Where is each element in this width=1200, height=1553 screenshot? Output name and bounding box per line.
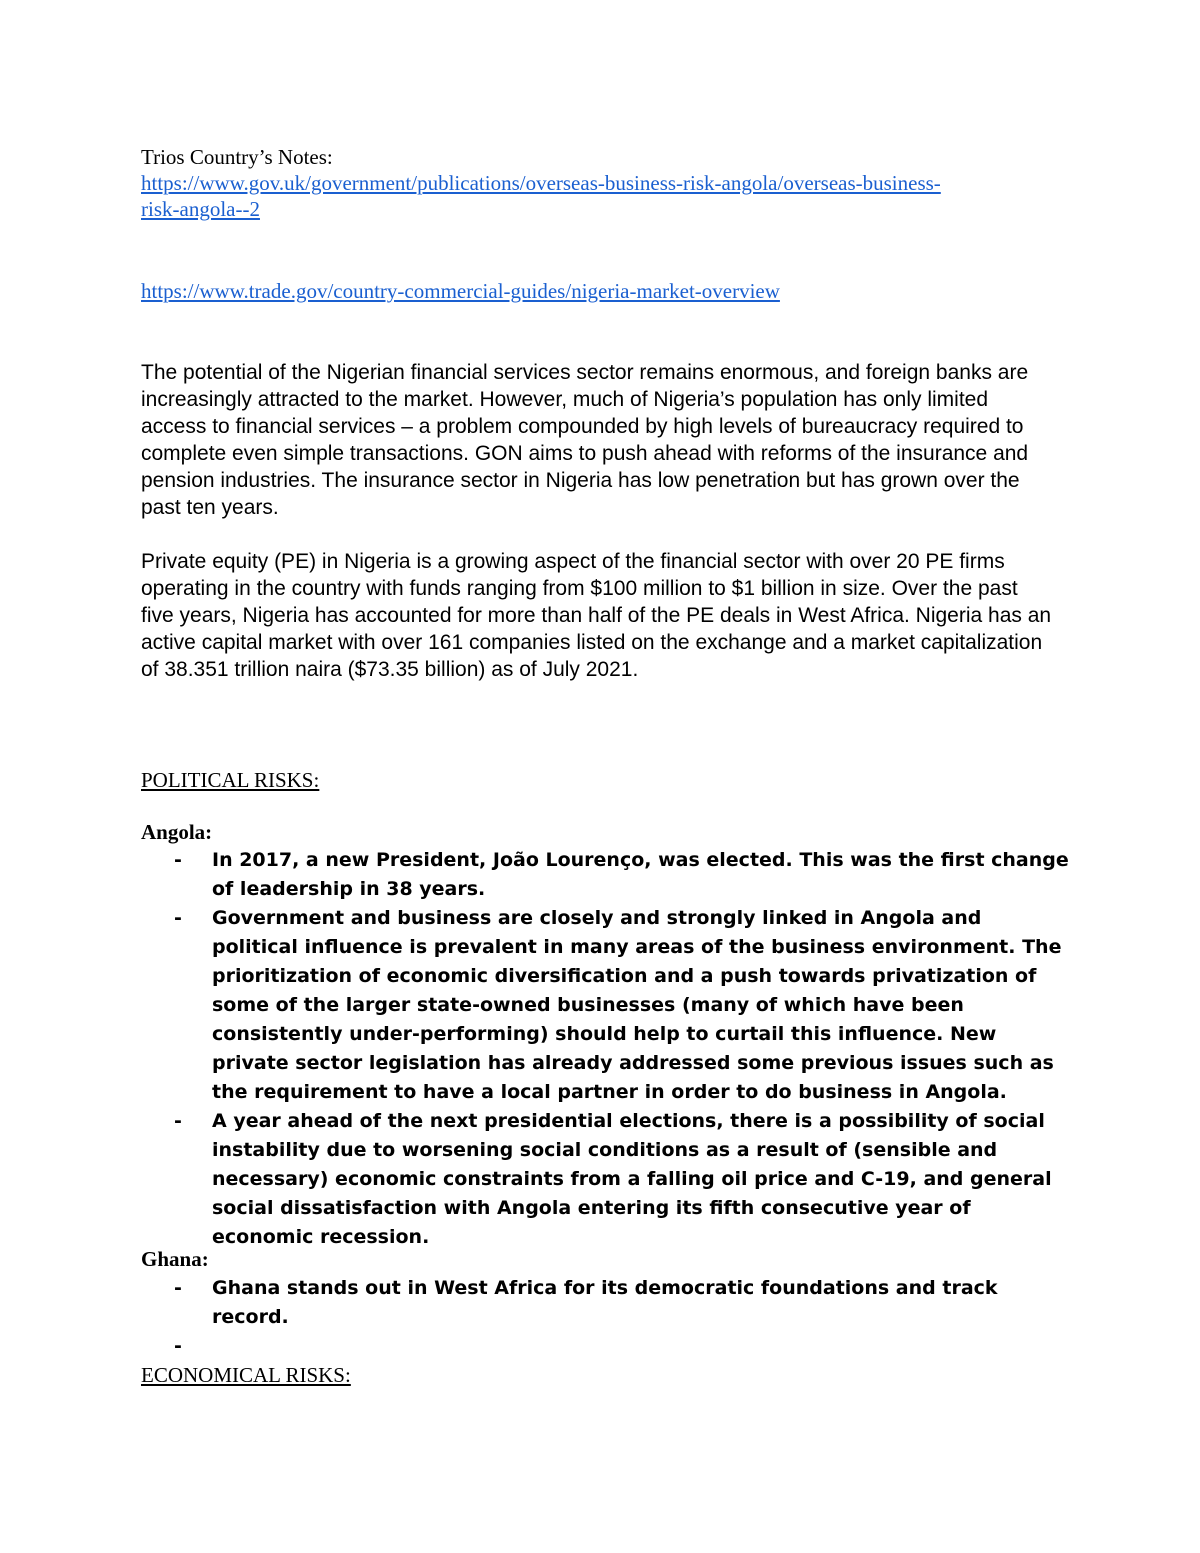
notes-title: Trios Country’s Notes: (141, 145, 333, 169)
trade-gov-link-line (141, 278, 1066, 304)
private-equity-paragraph: Private equity (PE) in Nigeria is a growing aspect of the financial sector with over 20 PE firms operating in the country with funds ranging from $100 million to $1 billion in size. Over the past five years, Nigeria has accounted for more than half of the PE deals in West Africa. Nigeria has an active capital market with over 161 companies listed on the exchange and a market capitalization of 38.351 trillion naira ($73.35 billion) as of July 2021. (141, 550, 1052, 681)
trade-gov-link[interactable]: https://www.trade.gov/country-commercial-guides/nigeria-market-overview (141, 279, 780, 303)
list-item (141, 1274, 1071, 1332)
dash-bullet: - (174, 907, 182, 929)
political-risks-heading (141, 767, 1066, 793)
ghana-list (141, 1274, 1071, 1357)
angola-list (141, 846, 1071, 1252)
notes-header (141, 144, 1066, 222)
dash-bullet: - (174, 849, 182, 871)
angola-label: Angola: (141, 820, 213, 844)
financial-services-paragraph: The potential of the Nigerian financial services sector remains enormous, and foreign banks are increasingly attracted to the market. However, much of Nigeria’s population has only limited access to financial services – a problem compounded by high levels of bureaucracy required to complete even simple transactions. GON aims to push ahead with reforms of the insurance and pension industries. The insurance sector in Nigeria has low penetration but has grown over the past ten years. (141, 361, 1029, 519)
ghana-label: Ghana: (141, 1247, 209, 1271)
list-item (141, 904, 1071, 1107)
political-risks-heading-text: POLITICAL RISKS: (141, 768, 320, 792)
dash-bullet: - (174, 1110, 182, 1132)
list-item (141, 1107, 1071, 1252)
dash-bullet: - (174, 1277, 182, 1299)
dash-bullet: - (174, 1335, 182, 1357)
gov-uk-link[interactable]: https://www.gov.uk/government/publications/overseas-business-risk-angola/overseas-business- (141, 171, 941, 195)
economical-risks-heading-text: ECONOMICAL RISKS: (141, 1363, 351, 1387)
list-item-text: A year ahead of the next presidential elections, there is a possibility of social instability due to worsening social conditions as a result of (sensible and necessary) economic constraints from a falling oil price and C-19, and general social dissatisfaction with Angola entering its fifth consecutive year of economic recession. (212, 1110, 1052, 1248)
list-item-text: Government and business are closely and strongly linked in Angola and political influence is prevalent in many areas of the business environment. The prioritization of economic diversification and a push towards privatization of some of the larger state-owned businesses (many of which have been consistently under-performing) should help to curtail this influence. New private sector legislation has already addressed some previous issues such as the requirement to have a local partner in order to do business in Angola. (212, 907, 1062, 1103)
list-item-text: In 2017, a new President, João Lourenço, was elected. This was the first change of leadership in 38 years. (212, 849, 1069, 900)
gov-uk-link-continued[interactable]: risk-angola--2 (141, 197, 260, 221)
economical-risks-heading (141, 1362, 1066, 1388)
list-item (141, 846, 1071, 904)
list-item-text: Ghana stands out in West Africa for its democratic foundations and track record. (212, 1277, 998, 1328)
